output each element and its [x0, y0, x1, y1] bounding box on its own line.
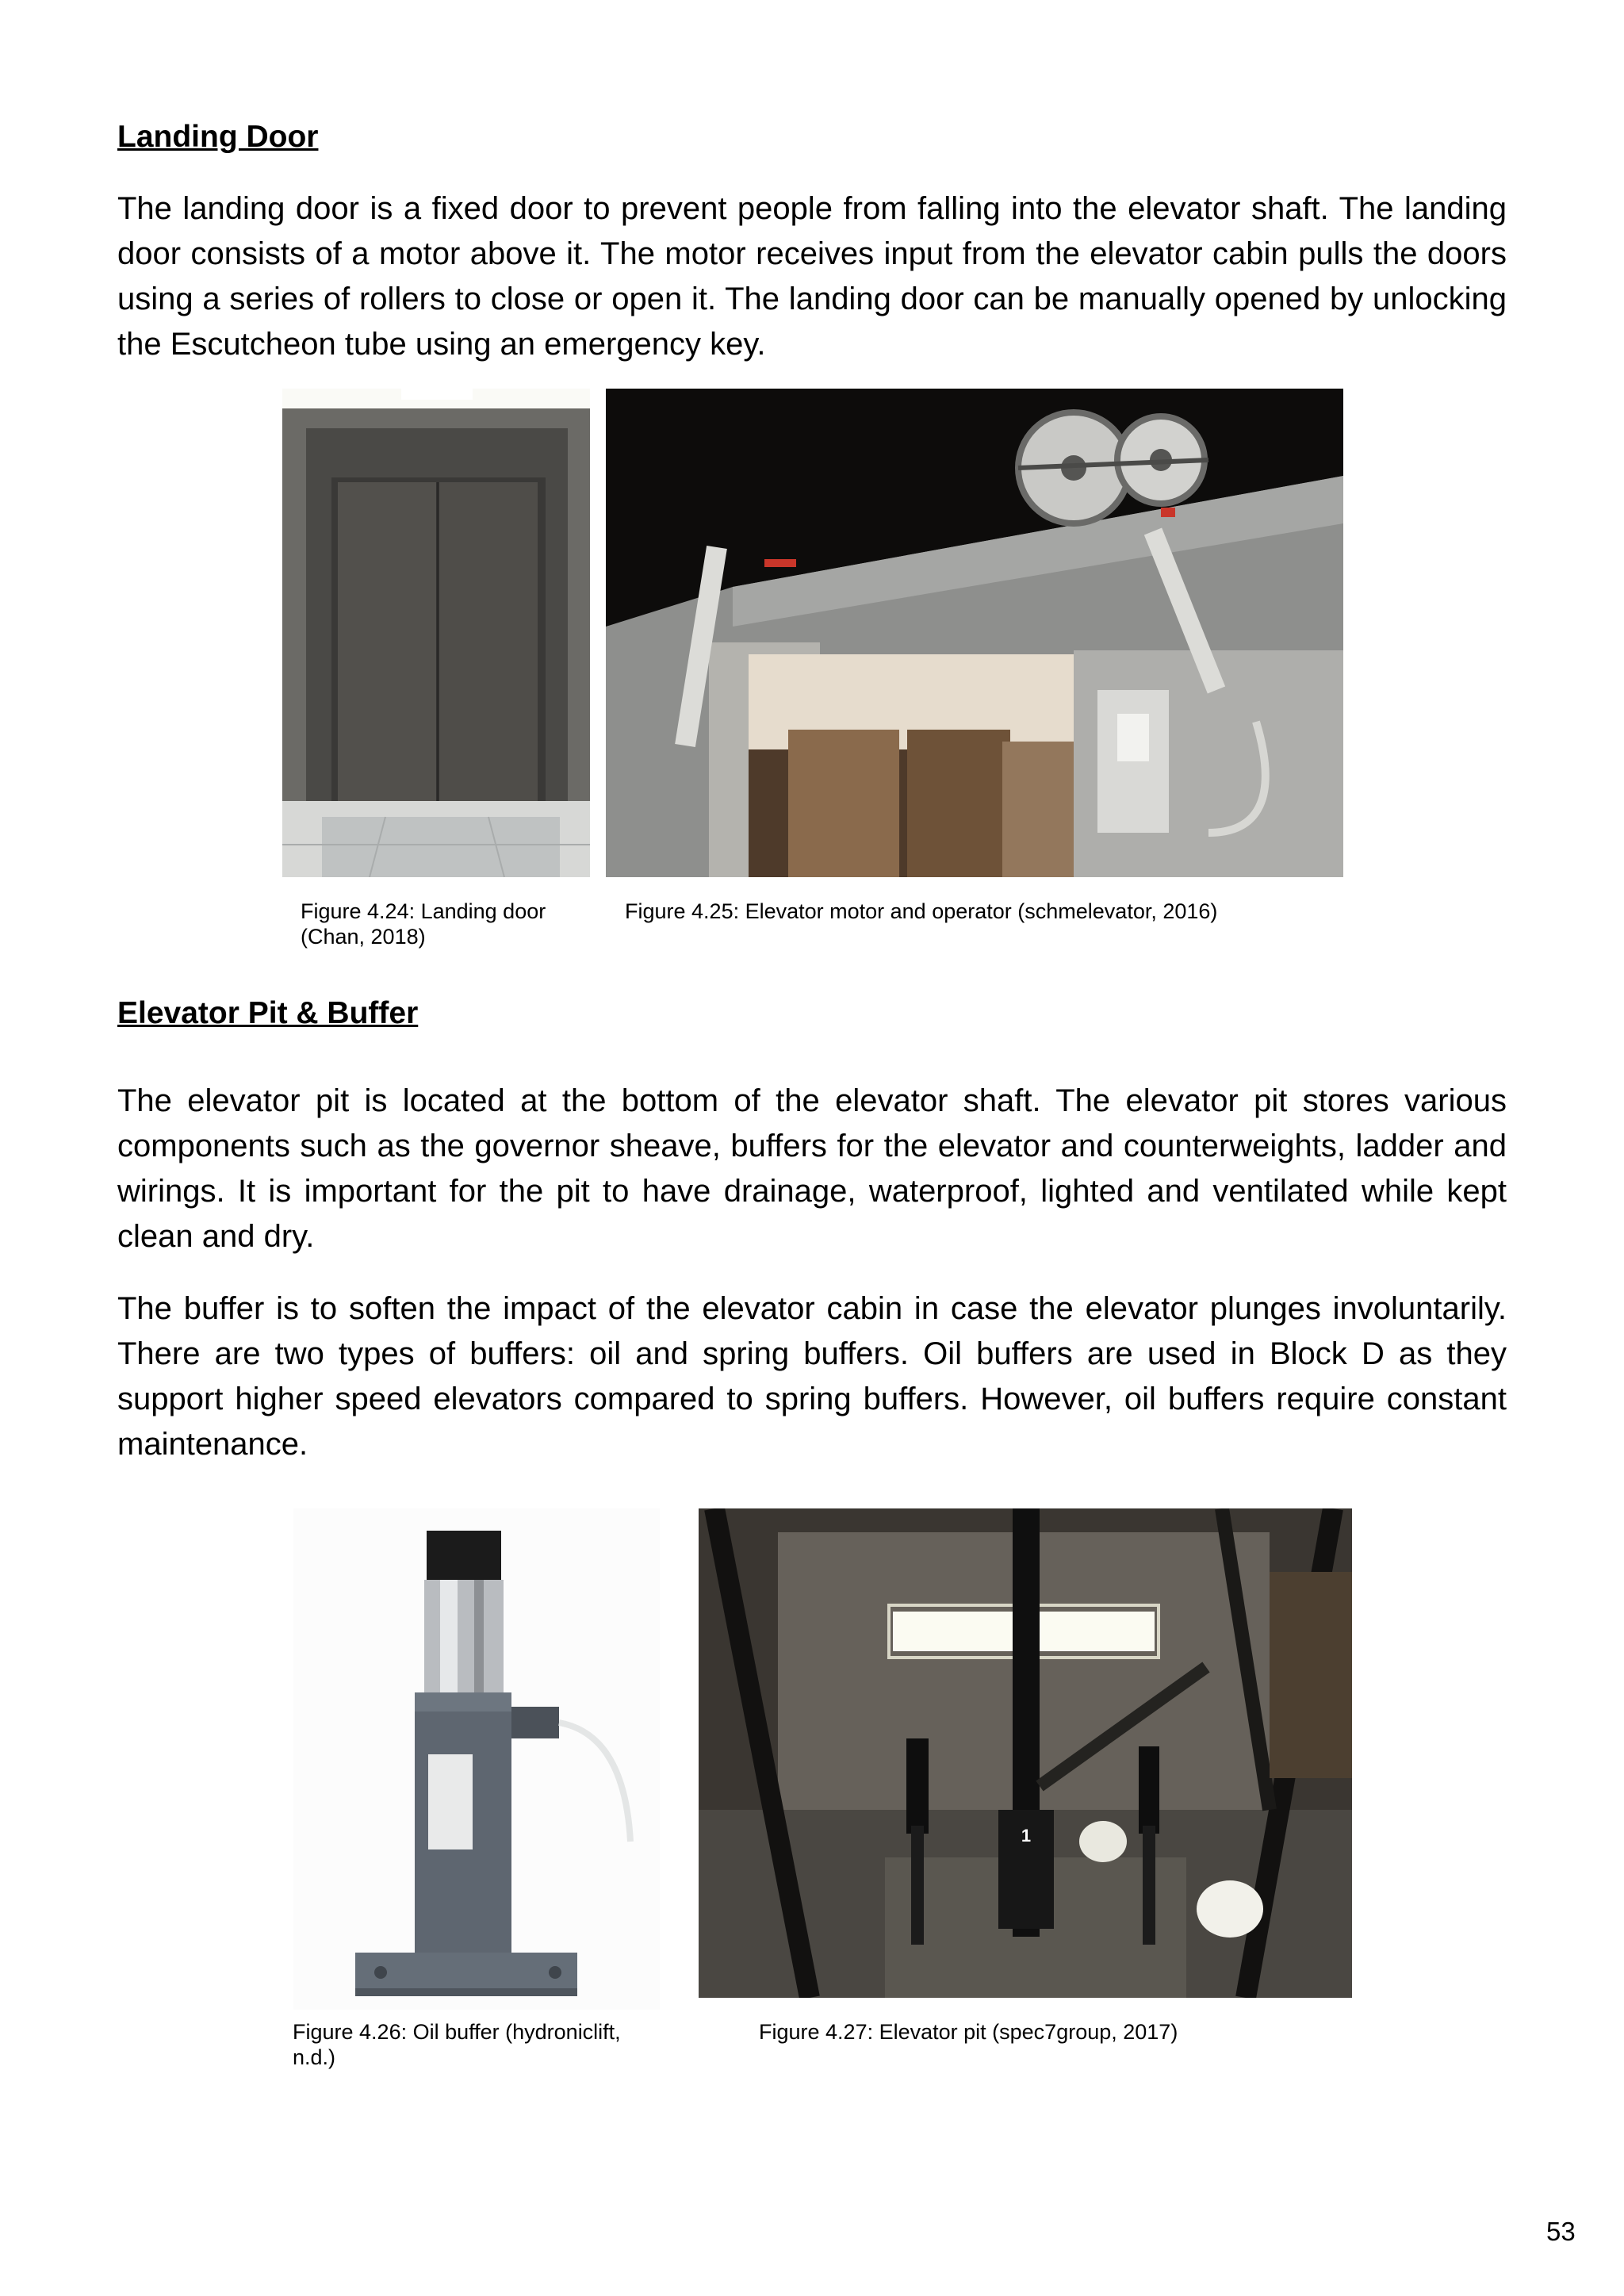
elevator-pit-photo: [699, 1508, 1352, 1998]
page-number: 53: [1546, 2217, 1576, 2246]
paragraph-buffer: The buffer is to soften the impact of the elevator cabin in case the elevator plunges involuntarily. There are two types of buffers: oil and spring buffers. Oil buffers are used in Block D as they support higher speed elevators compared to spring buffers. However, oil buffers require constant maintenance.: [117, 1291, 1507, 1462]
paragraph-landing-door: The landing door is a fixed door to prevent people from falling into the elevator shaft. The landing door consists of a motor above it. The motor receives input from the elevator cabin pulls the doors using a series of rollers to close or open it. The landing door can be manually opened by unlocking the Escutcheon tube using an emergency key.: [117, 191, 1507, 362]
caption-figure-4-26: [293, 2019, 621, 2070]
caption-figure-4-25: Figure 4.25: Elevator motor and operator (schmelevator, 2016): [625, 899, 1218, 923]
caption-figure-4-27: Figure 4.27: Elevator pit (spec7group, 2017): [759, 2020, 1178, 2044]
caption-line: Figure 4.24: Landing door: [301, 899, 546, 923]
door-operator-photo: [606, 389, 1343, 877]
caption-figure-4-24: [301, 899, 546, 949]
pit-marker-label: 1: [1021, 1826, 1032, 1846]
oil-buffer-photo: [293, 1508, 660, 2010]
caption-line: Figure 4.26: Oil buffer (hydroniclift,: [293, 2020, 621, 2044]
paragraph-elevator-pit: The elevator pit is located at the bottom of the elevator shaft. The elevator pit stores various components such as the governor sheave, buffers for the elevator and counterweights, ladder and wirings. It is important for the pit to have drainage, waterproof, lighted and ventilated while kept clean and dry.: [117, 1083, 1507, 1254]
landing-door-photo: [282, 389, 590, 877]
caption-line: (Chan, 2018): [301, 925, 426, 949]
caption-line: n.d.): [293, 2045, 336, 2069]
section-heading-landing-door: Landing Door: [117, 120, 319, 154]
section-heading-pit-buffer: Elevator Pit & Buffer: [117, 996, 419, 1030]
